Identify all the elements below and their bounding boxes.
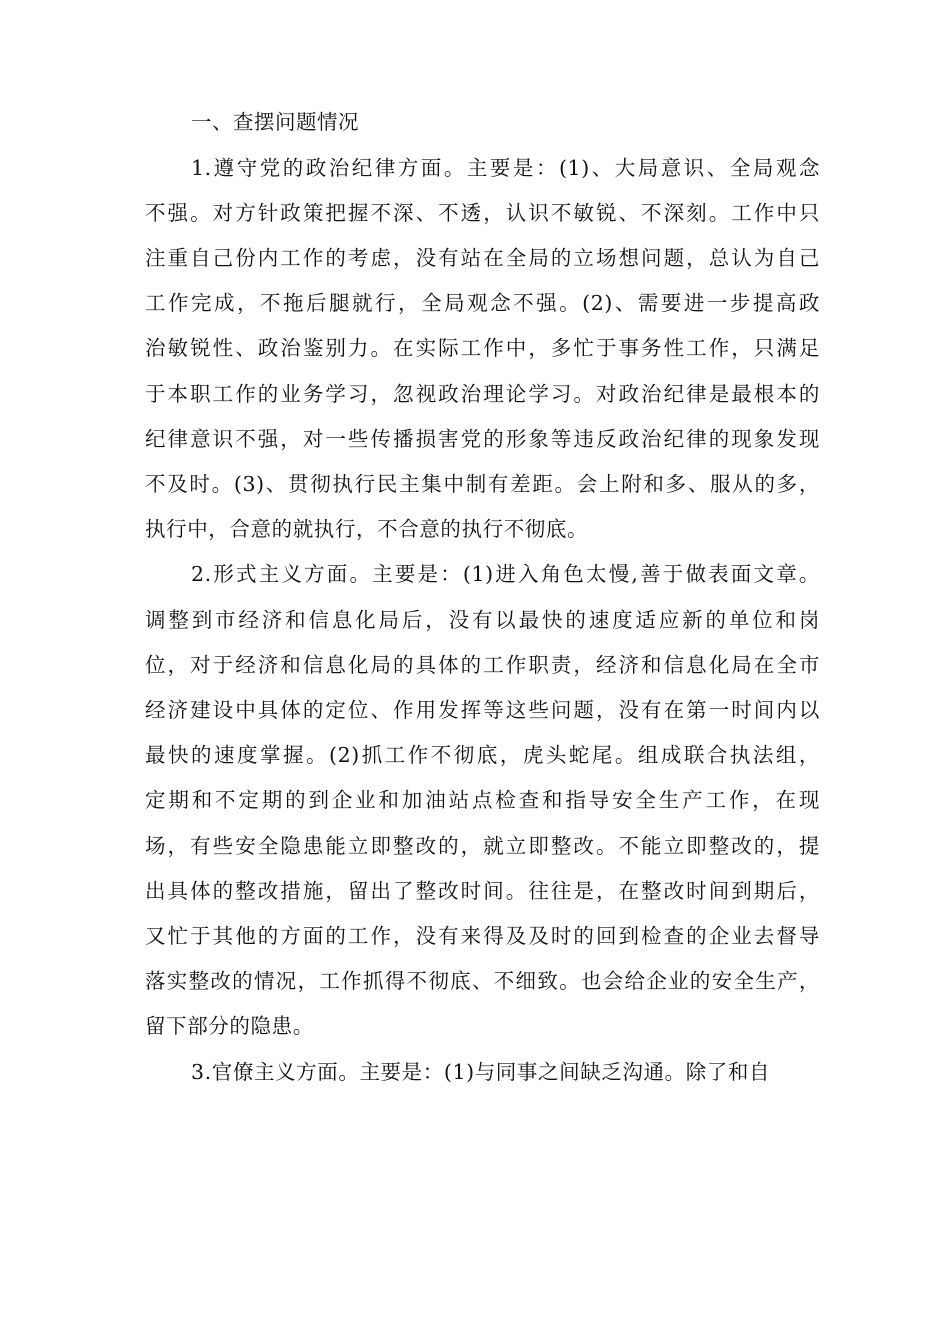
text-line: 不强。对方针政策把握不深、不透，认识不敏锐、不深刻。工作中只 — [145, 200, 820, 225]
document-body — [145, 100, 820, 1095]
text-line: 又忙于其他的方面的工作，没有来得及及时的回到检查的企业去督导 — [145, 923, 820, 948]
text-line: 位，对于经济和信息化局的具体的工作职责，经济和信息化局在全市 — [145, 652, 820, 677]
text-line: 落实整改的情况，工作抓得不彻底、不细致。也会给企业的安全生产， — [145, 969, 820, 994]
text-line: 执行中，合意的就执行，不合意的执行不彻底。 — [145, 517, 589, 542]
text-line: 纪律意识不强，对一些传播损害党的形象等违反政治纪律的现象发现 — [145, 426, 820, 451]
paragraph-bureaucratism — [145, 1050, 820, 1095]
paragraph-formalism — [145, 552, 820, 1049]
text-line: 2.形式主义方面。主要是：(1)进入角色太慢,善于做表面文章。 — [191, 562, 820, 587]
text-line: 调整到市经济和信息化局后，没有以最快的速度适应新的单位和岗 — [145, 607, 820, 632]
text-line: 不及时。(3)、贯彻执行民主集中制有差距。会上附和多、服从的多， — [145, 471, 820, 496]
text-line: 留下部分的隐患。 — [145, 1014, 314, 1039]
paragraph-political-discipline — [145, 146, 820, 553]
text-line: 3.官僚主义方面。主要是：(1)与同事之间缺乏沟通。除了和自 — [191, 1059, 771, 1084]
text-line: 最快的速度掌握。(2)抓工作不彻底，虎头蛇尾。组成联合执法组， — [145, 743, 820, 768]
text-line: 治敏锐性、政治鉴别力。在实际工作中，多忙于事务性工作，只满足 — [145, 336, 820, 361]
text-line: 注重自己份内工作的考虑，没有站在全局的立场想问题，总认为自己 — [145, 245, 820, 270]
text-line: 出具体的整改措施，留出了整改时间。往往是，在整改时间到期后， — [145, 878, 820, 903]
text-line: 1.遵守党的政治纪律方面。主要是：(1)、大局意识、全局观念 — [191, 155, 820, 180]
text-line: 工作完成，不拖后腿就行，全局观念不强。(2)、需要进一步提高政 — [145, 291, 820, 316]
text-line: 经济建设中具体的定位、作用发挥等这些问题，没有在第一时间内以 — [145, 697, 820, 722]
text-line: 于本职工作的业务学习，忽视政治理论学习。对政治纪律是最根本的 — [145, 381, 820, 406]
text-line: 场，有些安全隐患能立即整改的，就立即整改。不能立即整改的，提 — [145, 833, 820, 858]
text-line: 定期和不定期的到企业和加油站点检查和指导安全生产工作，在现 — [145, 788, 820, 813]
section-heading: 一、查摆问题情况 — [191, 110, 359, 134]
